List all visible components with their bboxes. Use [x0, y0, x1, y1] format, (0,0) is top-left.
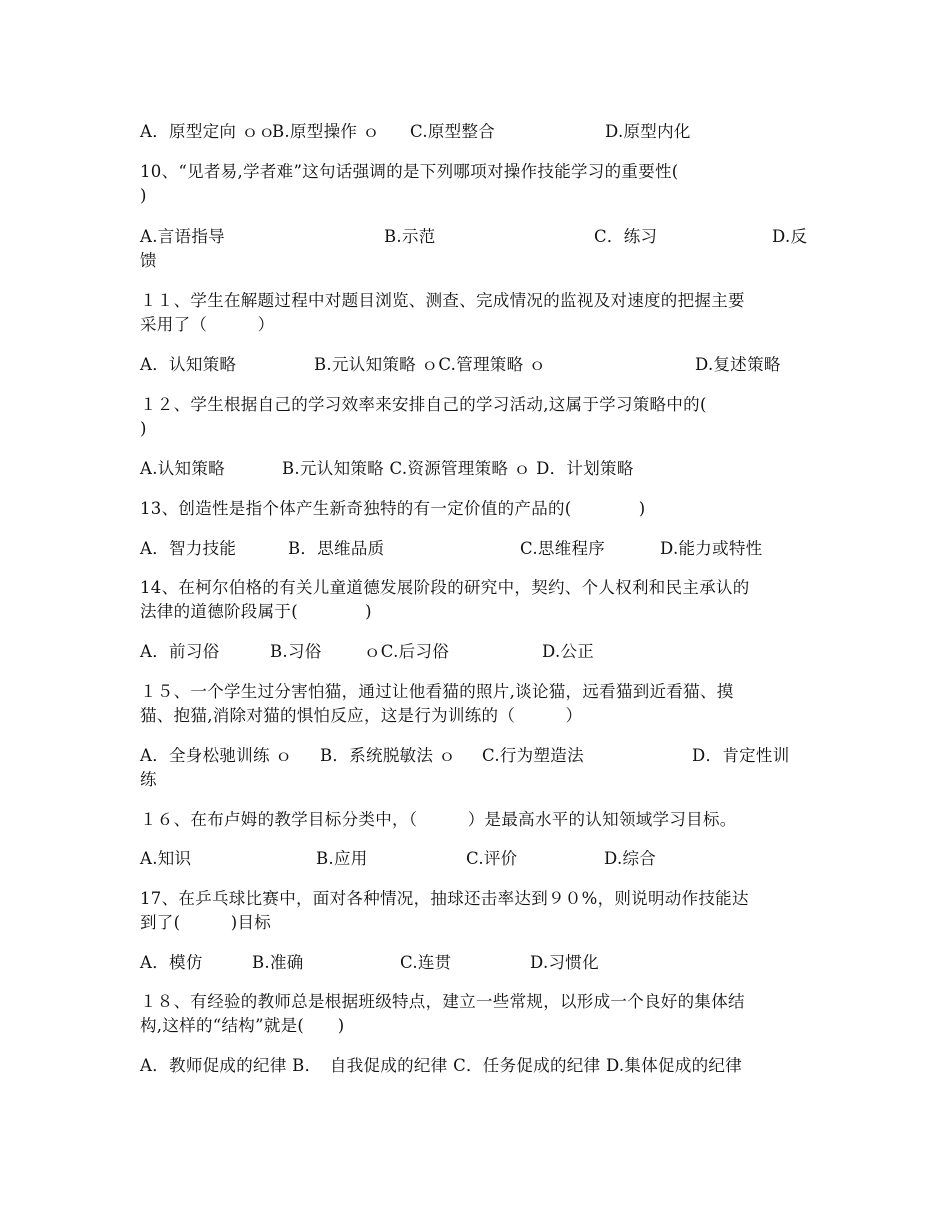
option-b: B.示范 — [384, 227, 436, 246]
question-15: １５、一个学生过分害怕猫，通过让他看猫的照片,谈论猫，远看猫到近看猫、摸 — [140, 682, 734, 701]
question-14-end: 法律的道德阶段属于( ) — [140, 602, 372, 621]
question-13: 13、创造性是指个体产生新奇独特的有一定价值的产品的( ) — [140, 499, 646, 518]
option-a: A．智力技能 — [140, 539, 237, 558]
option-a: A．认知策略 — [140, 355, 237, 374]
option-d: D.原型内化 — [605, 122, 691, 141]
option-d: D．肯定性训 — [692, 746, 790, 765]
question-12-end: ) — [140, 419, 147, 438]
question-17: 17、在乒乓球比赛中，面对各种情况，抽球还击率达到９０%，则说明动作技能达 — [140, 889, 749, 908]
option-c: C．练习 — [594, 227, 658, 246]
option-d: D.反 — [772, 227, 808, 246]
option-d-wrap: 练 — [140, 770, 157, 789]
option-d: D.综合 — [604, 849, 657, 868]
question-11-end: 采用了（ ） — [140, 315, 275, 334]
option-d: D.复述策略 — [695, 355, 781, 374]
question-18-end: 构,这样的“结构”就是( ) — [140, 1016, 345, 1035]
option-b: B.习俗 — [270, 642, 322, 661]
question-18: １８、有经验的教师总是根据班级特点，建立一些常规，以形成一个良好的集体结 — [140, 992, 745, 1011]
option-b: B.准确 — [252, 953, 304, 972]
option-c: C.行为塑造法 — [482, 746, 584, 765]
option-b-c: B.元认知策略 ｏC.管理策略 ｏ — [314, 355, 546, 374]
option-a: A.知识 — [140, 849, 192, 868]
option-b: B.原型操作 ｏ — [272, 122, 380, 141]
question-14: 14、在柯尔伯格的有关儿童道德发展阶段的研究中，契约、个人权利和民主承认的 — [140, 578, 750, 597]
option-b: B.应用 — [316, 849, 368, 868]
question-17-end: 到了( )目标 — [140, 913, 272, 932]
question-11: １１、学生在解题过程中对题目浏览、测查、完成情况的监视及对速度的把握主要 — [140, 291, 745, 310]
option-a: A．原型定向 ｏｏ — [140, 122, 276, 141]
option-c: C.连贯 — [400, 953, 452, 972]
question-12: １２、学生根据自己的学习效率来安排自己的学习活动,这属于学习策略中的( — [140, 395, 707, 414]
option-d: D.能力或特性 — [660, 539, 763, 558]
option-b: B．思维品质 — [288, 539, 385, 558]
options-all: A．教师促成的纪律 B． 自我促成的纪律 C．任务促成的纪律 D.集体促成的纪律 — [140, 1056, 743, 1075]
question-16: １６、在布卢姆的教学目标分类中，（ ）是最高水平的认知领域学习目标。 — [140, 810, 737, 829]
option-a: A.认知策略 — [140, 459, 225, 478]
option-c: C.思维程序 — [520, 539, 606, 558]
option-d-wrap: 馈 — [140, 251, 157, 270]
option-c: C.原型整合 — [410, 122, 496, 141]
option-a: A．前习俗 — [140, 642, 220, 661]
option-a: A．全身松驰训练 ｏ — [140, 746, 293, 765]
option-c: C.评价 — [466, 849, 518, 868]
option-a: A.言语指导 — [140, 227, 225, 246]
option-d: D.公正 — [542, 642, 595, 661]
option-c: ｏC.后习俗 — [364, 642, 450, 661]
question-10-end: ) — [140, 186, 147, 205]
option-b-c-d: B.元认知策略 C.资源管理策略 ｏ D．计划策略 — [282, 459, 634, 478]
option-d: D.习惯化 — [530, 953, 599, 972]
option-a: A．模仿 — [140, 953, 203, 972]
question-10: 10、“见者易,学者难”这句话强调的是下列哪项对操作技能学习的重要性( — [140, 162, 679, 181]
question-15-end: 猫、抱猫,消除对猫的惧怕反应，这是行为训练的（ ） — [140, 706, 583, 725]
option-b: B．系统脱敏法 ｏ — [320, 746, 456, 765]
